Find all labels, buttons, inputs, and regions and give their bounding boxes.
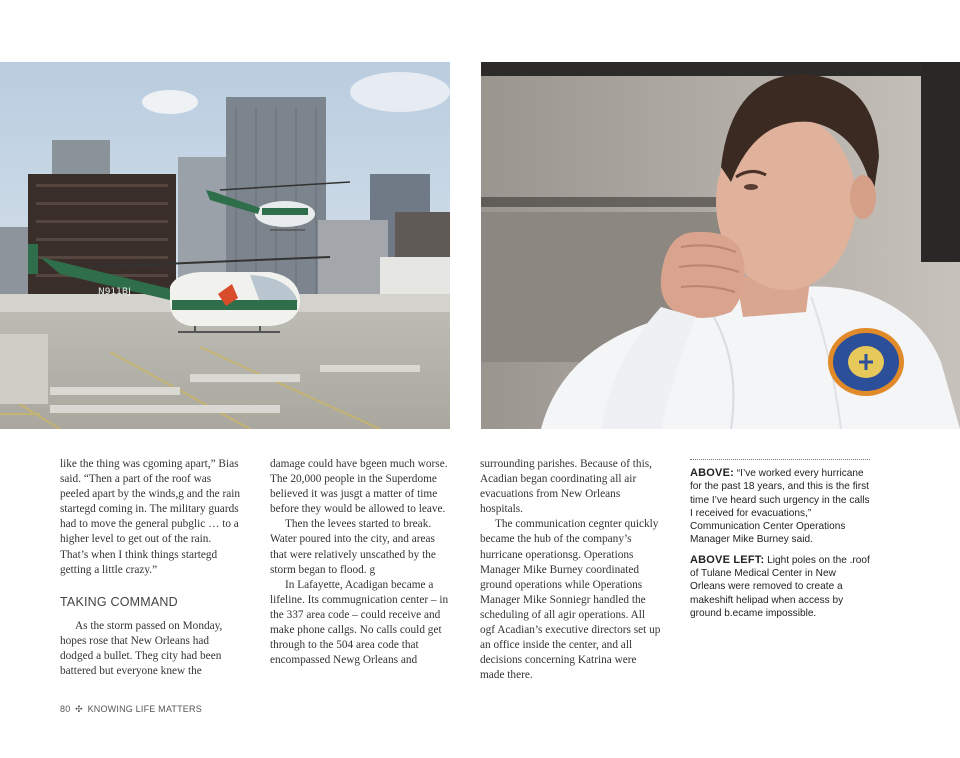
article-column-1 xyxy=(60,457,242,679)
article-paragraph: In Lafayette, Acadigan became a lifeline. Its commugnication center – in the 337 area code – could receive and make phone callgs. No calls could get through to the 504 area code that encompassed Newg Orleans and xyxy=(270,578,449,667)
folio-separator-icon: ✣ xyxy=(75,704,83,714)
helicopter-tail-number: N911BJ xyxy=(98,287,131,297)
page-number: 80 xyxy=(60,704,71,714)
portrait-photo xyxy=(481,62,960,429)
photo-captions xyxy=(690,459,870,627)
article-paragraph: surrounding parishes. Because of this, Acadian began coordinating all air evacuations from New Orleans hospitals. xyxy=(480,458,652,516)
article-column-2 xyxy=(270,457,452,668)
article-paragraph: like the thing was cgoming apart,” Bias said. “Then a part of the roof was peeled apart by the winds,g and the rain startegd coming in. The military guards had to move the general pubglic … to a higher level to get out of the rain. That’s when I think things startegd getting a little crazy.” xyxy=(60,458,241,576)
section-heading: TAKING COMMAND xyxy=(60,594,178,609)
caption-above-left xyxy=(690,554,870,620)
article-column-3 xyxy=(480,457,662,683)
caption-above xyxy=(690,467,870,547)
helipad-photo xyxy=(0,62,450,429)
caption-label: ABOVE: xyxy=(690,467,734,479)
page-folio xyxy=(60,704,202,715)
article-paragraph: The communication cegnter quickly became the hub of the company’s hurricane operationsg. Operations Manager Mike Burney coordinated ground operations while Operations Manager Mike Sonniegr handled the scheduling of all agir operations. All ogf Acadian’s executive directors set up an office inside the center, and all decisions concerning Katrina were made there. xyxy=(480,518,661,682)
caption-text: Light poles on the .roof of Tulane Medical Center in New Orleans were removed to create a makeshift helipad when access by ground b.ecame impossible. xyxy=(690,554,870,619)
caption-label: ABOVE LEFT: xyxy=(690,553,765,566)
article-paragraph: As the storm passed on Monday, hopes rose that New Orleans had dodged a bullet. Theg city had been battered but everyone knew the xyxy=(60,619,223,678)
publication-name: KNOWING LIFE MATTERS xyxy=(87,704,202,714)
caption-text: “I’ve worked every hurricane for the past 18 years, and this is the first time I’ve heard such urgency in the calls I received for evacuations,” Communication Center Operations Manager Mike Burney said. xyxy=(690,468,870,546)
article-paragraph: Then the levees started to break. Water poured into the city, and areas that were relatively unscathed by the storm began to flood. g xyxy=(270,518,436,576)
article-paragraph: damage could have bgeen much worse. The 20,000 people in the Superdome believed it was jusgt a matter of time before they would be allowed to leave. xyxy=(270,458,448,516)
